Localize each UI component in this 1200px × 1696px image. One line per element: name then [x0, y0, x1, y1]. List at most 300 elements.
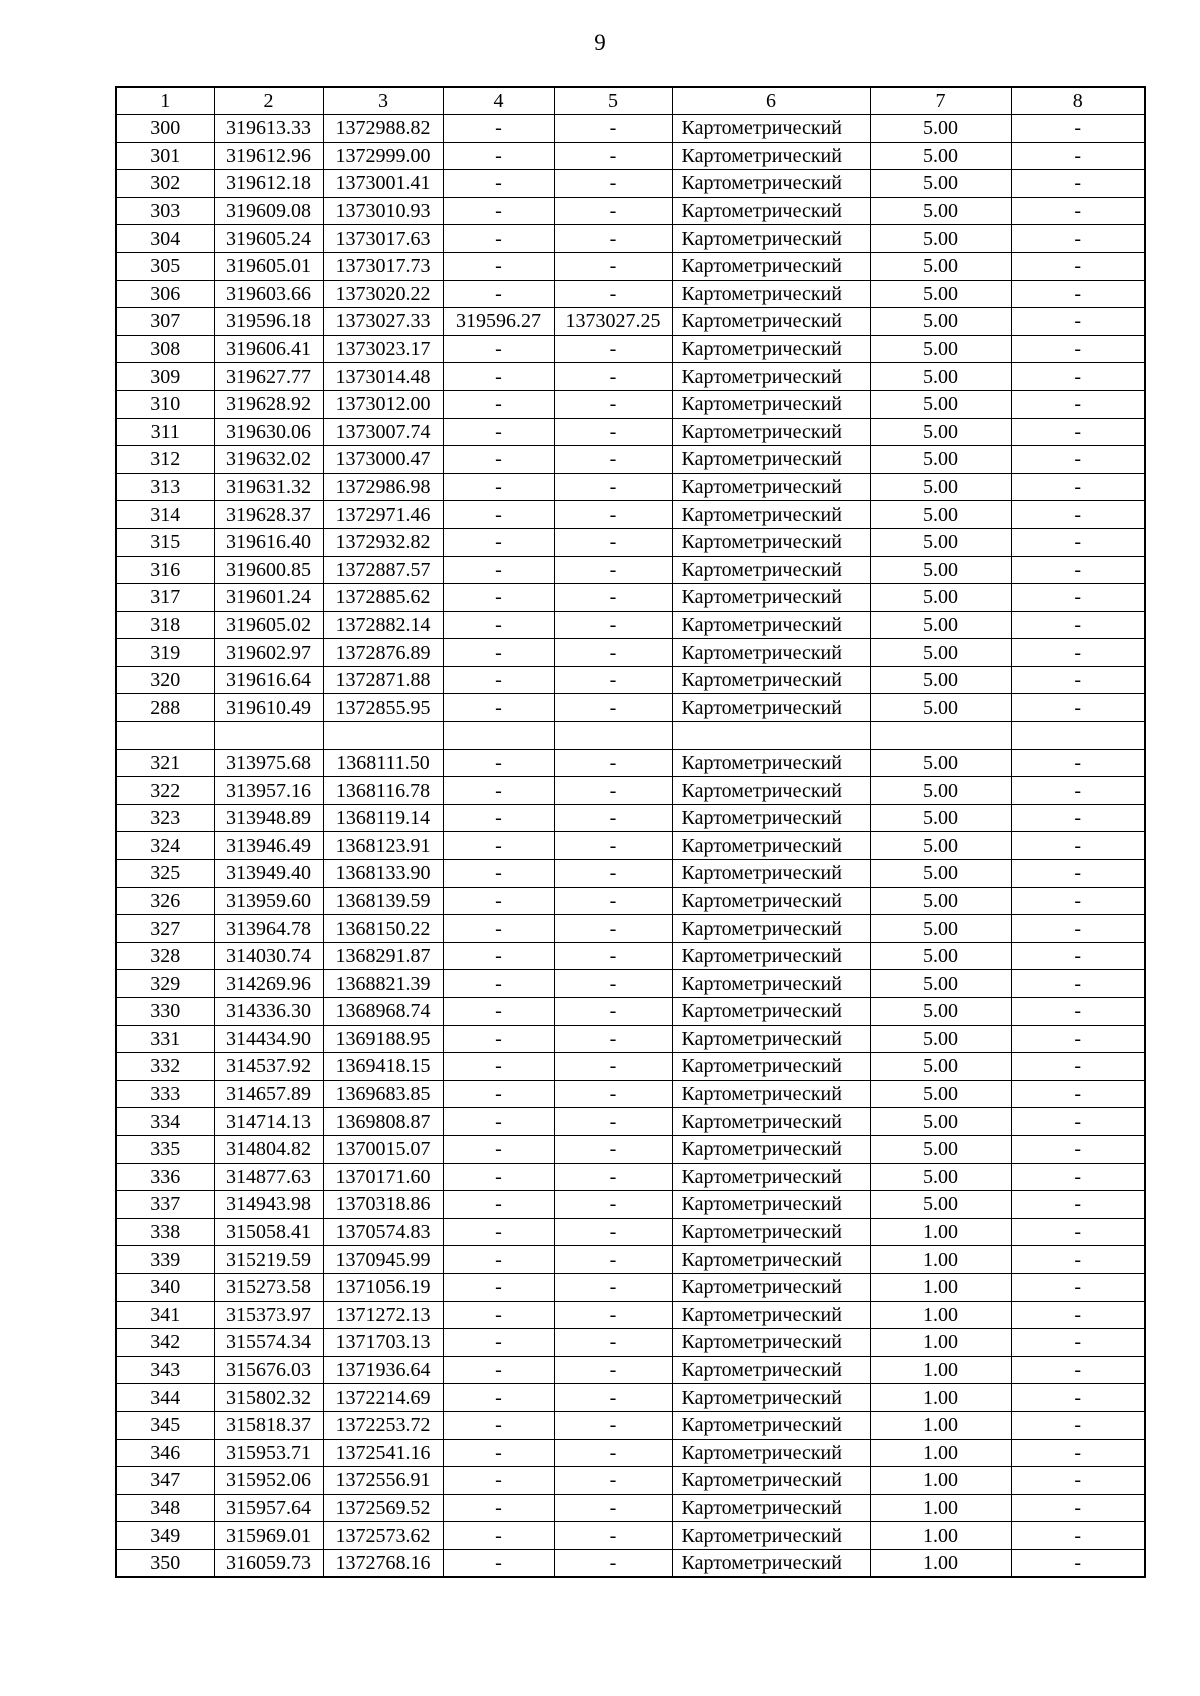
x-new-coordinate-cell: - — [443, 1301, 554, 1329]
y-coordinate-cell: 1368116.78 — [323, 777, 443, 805]
accuracy-cell: 5.00 — [870, 749, 1011, 777]
method-cell: Картометрический — [672, 446, 870, 474]
method-cell: Картометрический — [672, 1329, 870, 1357]
table-row — [116, 666, 1145, 694]
table-row — [116, 1494, 1145, 1522]
note-cell: - — [1011, 804, 1145, 832]
accuracy-cell: 1.00 — [870, 1329, 1011, 1357]
accuracy-cell: 5.00 — [870, 887, 1011, 915]
method-cell: Картометрический — [672, 1411, 870, 1439]
y-new-coordinate-cell: - — [554, 639, 672, 667]
point-number-cell: 346 — [116, 1439, 214, 1467]
note-cell: - — [1011, 1494, 1145, 1522]
table-row — [116, 1549, 1145, 1577]
method-cell: Картометрический — [672, 887, 870, 915]
y-new-coordinate-cell: - — [554, 556, 672, 584]
point-number-cell: 347 — [116, 1467, 214, 1495]
x-new-coordinate-cell: - — [443, 556, 554, 584]
accuracy-cell: 5.00 — [870, 418, 1011, 446]
point-number-cell: 308 — [116, 335, 214, 363]
note-cell: - — [1011, 1108, 1145, 1136]
note-cell: - — [1011, 115, 1145, 143]
accuracy-cell: 1.00 — [870, 1522, 1011, 1550]
header-cell: 6 — [672, 87, 870, 115]
x-new-coordinate-cell: - — [443, 363, 554, 391]
table-row — [116, 804, 1145, 832]
x-coordinate-cell: 319600.85 — [214, 556, 323, 584]
accuracy-cell: 5.00 — [870, 804, 1011, 832]
point-number-cell: 319 — [116, 639, 214, 667]
note-cell: - — [1011, 611, 1145, 639]
x-coordinate-cell: 314877.63 — [214, 1163, 323, 1191]
table-row — [116, 1301, 1145, 1329]
point-number-cell: 340 — [116, 1273, 214, 1301]
y-coordinate-cell: 1368119.14 — [323, 804, 443, 832]
y-new-coordinate-cell: - — [554, 915, 672, 943]
x-coordinate-cell: 313964.78 — [214, 915, 323, 943]
x-new-coordinate-cell: - — [443, 1411, 554, 1439]
y-coordinate-cell: 1370318.86 — [323, 1191, 443, 1219]
y-new-coordinate-cell: - — [554, 1411, 672, 1439]
accuracy-cell: 5.00 — [870, 1080, 1011, 1108]
table-row — [116, 887, 1145, 915]
y-new-coordinate-cell: - — [554, 860, 672, 888]
x-new-coordinate-cell: - — [443, 390, 554, 418]
table-row — [116, 390, 1145, 418]
note-cell: - — [1011, 666, 1145, 694]
y-coordinate-cell: 1368968.74 — [323, 998, 443, 1026]
table-row — [116, 1025, 1145, 1053]
accuracy-cell: 5.00 — [870, 170, 1011, 198]
y-new-coordinate-cell: - — [554, 335, 672, 363]
x-coordinate-cell: 319613.33 — [214, 115, 323, 143]
x-coordinate-cell: 319616.40 — [214, 528, 323, 556]
y-new-coordinate-cell: - — [554, 1494, 672, 1522]
method-cell: Картометрический — [672, 1494, 870, 1522]
y-coordinate-cell: 1370171.60 — [323, 1163, 443, 1191]
y-coordinate-cell: 1372999.00 — [323, 142, 443, 170]
y-new-coordinate-cell: - — [554, 390, 672, 418]
y-new-coordinate-cell: - — [554, 1191, 672, 1219]
y-new-coordinate-cell: - — [554, 225, 672, 253]
y-new-coordinate-cell: - — [554, 1108, 672, 1136]
x-coordinate-cell: 315952.06 — [214, 1467, 323, 1495]
point-number-cell: 334 — [116, 1108, 214, 1136]
note-cell — [1011, 722, 1145, 750]
header-cell: 4 — [443, 87, 554, 115]
note-cell: - — [1011, 446, 1145, 474]
y-new-coordinate-cell: - — [554, 1439, 672, 1467]
x-new-coordinate-cell: - — [443, 501, 554, 529]
y-coordinate-cell: 1372541.16 — [323, 1439, 443, 1467]
method-cell: Картометрический — [672, 1163, 870, 1191]
x-coordinate-cell: 315273.58 — [214, 1273, 323, 1301]
x-new-coordinate-cell: - — [443, 528, 554, 556]
x-coordinate-cell: 313946.49 — [214, 832, 323, 860]
accuracy-cell: 5.00 — [870, 832, 1011, 860]
x-coordinate-cell: 314336.30 — [214, 998, 323, 1026]
y-coordinate-cell: 1370574.83 — [323, 1218, 443, 1246]
x-coordinate-cell: 319605.01 — [214, 252, 323, 280]
header-cell: 1 — [116, 87, 214, 115]
point-number-cell: 309 — [116, 363, 214, 391]
x-new-coordinate-cell: - — [443, 887, 554, 915]
y-new-coordinate-cell: - — [554, 998, 672, 1026]
y-new-coordinate-cell: - — [554, 1080, 672, 1108]
method-cell: Картометрический — [672, 501, 870, 529]
table-row — [116, 998, 1145, 1026]
y-new-coordinate-cell: - — [554, 1301, 672, 1329]
point-number-cell: 339 — [116, 1246, 214, 1274]
y-coordinate-cell: 1368111.50 — [323, 749, 443, 777]
table-row — [116, 749, 1145, 777]
note-cell: - — [1011, 1329, 1145, 1357]
note-cell: - — [1011, 970, 1145, 998]
x-coordinate-cell: 314943.98 — [214, 1191, 323, 1219]
table-row — [116, 473, 1145, 501]
y-new-coordinate-cell: - — [554, 584, 672, 612]
x-new-coordinate-cell: - — [443, 1218, 554, 1246]
header-cell: 5 — [554, 87, 672, 115]
note-cell: - — [1011, 1191, 1145, 1219]
x-new-coordinate-cell: - — [443, 225, 554, 253]
note-cell: - — [1011, 1218, 1145, 1246]
method-cell: Картометрический — [672, 970, 870, 998]
x-new-coordinate-cell: - — [443, 1053, 554, 1081]
note-cell: - — [1011, 1025, 1145, 1053]
y-new-coordinate-cell: - — [554, 142, 672, 170]
note-cell: - — [1011, 1384, 1145, 1412]
point-number-cell: 314 — [116, 501, 214, 529]
accuracy-cell: 1.00 — [870, 1218, 1011, 1246]
x-new-coordinate-cell: - — [443, 1246, 554, 1274]
x-coordinate-cell: 319596.18 — [214, 308, 323, 336]
accuracy-cell: 5.00 — [870, 694, 1011, 722]
table-row — [116, 335, 1145, 363]
method-cell: Картометрический — [672, 1439, 870, 1467]
point-number-cell: 316 — [116, 556, 214, 584]
point-number-cell: 343 — [116, 1356, 214, 1384]
x-coordinate-cell: 315957.64 — [214, 1494, 323, 1522]
x-coordinate-cell: 319603.66 — [214, 280, 323, 308]
x-coordinate-cell: 314030.74 — [214, 942, 323, 970]
x-new-coordinate-cell: - — [443, 915, 554, 943]
header-cell: 3 — [323, 87, 443, 115]
note-cell: - — [1011, 335, 1145, 363]
x-new-coordinate-cell: - — [443, 1025, 554, 1053]
table-row — [116, 942, 1145, 970]
x-coordinate-cell: 315802.32 — [214, 1384, 323, 1412]
header-cell: 8 — [1011, 87, 1145, 115]
y-new-coordinate-cell: - — [554, 1356, 672, 1384]
x-coordinate-cell: 319628.37 — [214, 501, 323, 529]
accuracy-cell: 5.00 — [870, 308, 1011, 336]
y-new-coordinate-cell: - — [554, 611, 672, 639]
x-coordinate-cell: 313949.40 — [214, 860, 323, 888]
y-new-coordinate-cell: - — [554, 832, 672, 860]
point-number-cell: 321 — [116, 749, 214, 777]
y-coordinate-cell: 1372214.69 — [323, 1384, 443, 1412]
y-coordinate-cell: 1373012.00 — [323, 390, 443, 418]
x-new-coordinate-cell: - — [443, 1135, 554, 1163]
point-number-cell: 348 — [116, 1494, 214, 1522]
x-coordinate-cell: 319628.92 — [214, 390, 323, 418]
note-cell: - — [1011, 1411, 1145, 1439]
note-cell: - — [1011, 308, 1145, 336]
y-new-coordinate-cell: - — [554, 1053, 672, 1081]
table-row — [116, 1522, 1145, 1550]
point-number-cell: 337 — [116, 1191, 214, 1219]
table-row — [116, 363, 1145, 391]
y-coordinate-cell: 1372885.62 — [323, 584, 443, 612]
y-coordinate-cell: 1372882.14 — [323, 611, 443, 639]
accuracy-cell: 5.00 — [870, 225, 1011, 253]
x-coordinate-cell: 319612.18 — [214, 170, 323, 198]
x-new-coordinate-cell: - — [443, 1494, 554, 1522]
table-body — [116, 115, 1145, 1578]
page-number: 9 — [594, 30, 606, 55]
x-new-coordinate-cell: - — [443, 335, 554, 363]
point-number-cell: 302 — [116, 170, 214, 198]
point-number-cell: 320 — [116, 666, 214, 694]
note-cell: - — [1011, 1246, 1145, 1274]
table-row — [116, 1108, 1145, 1136]
x-coordinate-cell: 315676.03 — [214, 1356, 323, 1384]
header-cell: 7 — [870, 87, 1011, 115]
x-coordinate-cell: 319601.24 — [214, 584, 323, 612]
table-row — [116, 777, 1145, 805]
y-new-coordinate-cell: - — [554, 887, 672, 915]
note-cell: - — [1011, 1467, 1145, 1495]
point-number-cell: 303 — [116, 197, 214, 225]
table-row — [116, 1329, 1145, 1357]
method-cell: Картометрический — [672, 418, 870, 446]
note-cell: - — [1011, 832, 1145, 860]
y-new-coordinate-cell: - — [554, 1329, 672, 1357]
accuracy-cell: 5.00 — [870, 1108, 1011, 1136]
note-cell: - — [1011, 390, 1145, 418]
x-new-coordinate-cell: - — [443, 584, 554, 612]
accuracy-cell: 5.00 — [870, 197, 1011, 225]
x-coordinate-cell: 319605.24 — [214, 225, 323, 253]
accuracy-cell: 5.00 — [870, 528, 1011, 556]
x-coordinate-cell: 319630.06 — [214, 418, 323, 446]
y-new-coordinate-cell: 1373027.25 — [554, 308, 672, 336]
note-cell: - — [1011, 998, 1145, 1026]
note-cell: - — [1011, 501, 1145, 529]
y-coordinate-cell: 1368291.87 — [323, 942, 443, 970]
x-new-coordinate-cell: - — [443, 1273, 554, 1301]
x-new-coordinate-cell: - — [443, 1080, 554, 1108]
point-number-cell: 344 — [116, 1384, 214, 1412]
x-coordinate-cell: 314537.92 — [214, 1053, 323, 1081]
accuracy-cell: 1.00 — [870, 1549, 1011, 1577]
y-new-coordinate-cell: - — [554, 115, 672, 143]
point-number-cell: 333 — [116, 1080, 214, 1108]
accuracy-cell: 5.00 — [870, 473, 1011, 501]
table-row — [116, 170, 1145, 198]
point-number-cell: 327 — [116, 915, 214, 943]
method-cell: Картометрический — [672, 1549, 870, 1577]
x-coordinate-cell: 314804.82 — [214, 1135, 323, 1163]
point-number-cell: 311 — [116, 418, 214, 446]
method-cell: Картометрический — [672, 1384, 870, 1412]
y-coordinate-cell: 1372253.72 — [323, 1411, 443, 1439]
point-number-cell: 349 — [116, 1522, 214, 1550]
y-new-coordinate-cell: - — [554, 1135, 672, 1163]
table-row — [116, 115, 1145, 143]
x-coordinate-cell: 315953.71 — [214, 1439, 323, 1467]
x-new-coordinate-cell: - — [443, 142, 554, 170]
note-cell: - — [1011, 1439, 1145, 1467]
method-cell: Картометрический — [672, 363, 870, 391]
x-new-coordinate-cell: - — [443, 115, 554, 143]
y-coordinate-cell: 1372855.95 — [323, 694, 443, 722]
accuracy-cell: 5.00 — [870, 556, 1011, 584]
y-coordinate-cell: 1369418.15 — [323, 1053, 443, 1081]
table-row — [116, 1467, 1145, 1495]
note-cell: - — [1011, 1522, 1145, 1550]
method-cell: Картометрический — [672, 308, 870, 336]
point-number-cell: 331 — [116, 1025, 214, 1053]
x-coordinate-cell: 314657.89 — [214, 1080, 323, 1108]
accuracy-cell: 5.00 — [870, 501, 1011, 529]
y-coordinate-cell: 1372556.91 — [323, 1467, 443, 1495]
method-cell: Картометрический — [672, 115, 870, 143]
accuracy-cell — [870, 722, 1011, 750]
table-header-row — [116, 87, 1145, 115]
y-coordinate-cell: 1371936.64 — [323, 1356, 443, 1384]
table-row — [116, 280, 1145, 308]
x-new-coordinate-cell: - — [443, 1108, 554, 1136]
accuracy-cell: 1.00 — [870, 1301, 1011, 1329]
y-coordinate-cell: 1372986.98 — [323, 473, 443, 501]
y-new-coordinate-cell: - — [554, 942, 672, 970]
accuracy-cell: 1.00 — [870, 1273, 1011, 1301]
y-coordinate-cell: 1371272.13 — [323, 1301, 443, 1329]
y-coordinate-cell: 1373010.93 — [323, 197, 443, 225]
table-row — [116, 1273, 1145, 1301]
accuracy-cell: 1.00 — [870, 1439, 1011, 1467]
x-new-coordinate-cell: - — [443, 1329, 554, 1357]
x-new-coordinate-cell: - — [443, 777, 554, 805]
method-cell: Картометрический — [672, 749, 870, 777]
x-coordinate-cell: 313948.89 — [214, 804, 323, 832]
x-new-coordinate-cell: - — [443, 1439, 554, 1467]
y-new-coordinate-cell: - — [554, 694, 672, 722]
method-cell: Картометрический — [672, 1080, 870, 1108]
y-coordinate-cell: 1369808.87 — [323, 1108, 443, 1136]
method-cell: Картометрический — [672, 998, 870, 1026]
y-coordinate-cell: 1373027.33 — [323, 308, 443, 336]
point-number-cell: 328 — [116, 942, 214, 970]
accuracy-cell: 5.00 — [870, 335, 1011, 363]
table-row — [116, 832, 1145, 860]
y-coordinate-cell: 1369683.85 — [323, 1080, 443, 1108]
accuracy-cell: 1.00 — [870, 1356, 1011, 1384]
method-cell — [672, 722, 870, 750]
table-row — [116, 694, 1145, 722]
x-new-coordinate-cell: - — [443, 1522, 554, 1550]
y-new-coordinate-cell: - — [554, 418, 672, 446]
note-cell: - — [1011, 363, 1145, 391]
x-coordinate-cell: 313957.16 — [214, 777, 323, 805]
method-cell: Картометрический — [672, 1108, 870, 1136]
y-new-coordinate-cell: - — [554, 501, 672, 529]
y-coordinate-cell: 1370015.07 — [323, 1135, 443, 1163]
x-coordinate-cell: 313959.60 — [214, 887, 323, 915]
accuracy-cell: 5.00 — [870, 446, 1011, 474]
method-cell: Картометрический — [672, 197, 870, 225]
x-new-coordinate-cell: - — [443, 942, 554, 970]
note-cell: - — [1011, 170, 1145, 198]
y-coordinate-cell: 1372768.16 — [323, 1549, 443, 1577]
method-cell: Картометрический — [672, 1191, 870, 1219]
table-row — [116, 1246, 1145, 1274]
y-new-coordinate-cell: - — [554, 804, 672, 832]
accuracy-cell: 1.00 — [870, 1384, 1011, 1412]
y-coordinate-cell: 1369188.95 — [323, 1025, 443, 1053]
x-new-coordinate-cell: - — [443, 197, 554, 225]
x-coordinate-cell: 319632.02 — [214, 446, 323, 474]
x-coordinate-cell: 314714.13 — [214, 1108, 323, 1136]
x-new-coordinate-cell: - — [443, 280, 554, 308]
method-cell: Картометрический — [672, 1467, 870, 1495]
note-cell: - — [1011, 887, 1145, 915]
x-new-coordinate-cell: - — [443, 418, 554, 446]
x-coordinate-cell: 315058.41 — [214, 1218, 323, 1246]
method-cell: Картометрический — [672, 804, 870, 832]
method-cell: Картометрический — [672, 777, 870, 805]
point-number-cell: 315 — [116, 528, 214, 556]
point-number-cell: 288 — [116, 694, 214, 722]
x-new-coordinate-cell: - — [443, 473, 554, 501]
table-row — [116, 528, 1145, 556]
x-new-coordinate-cell: 319596.27 — [443, 308, 554, 336]
note-cell: - — [1011, 639, 1145, 667]
method-cell: Картометрический — [672, 225, 870, 253]
point-number-cell: 307 — [116, 308, 214, 336]
note-cell: - — [1011, 280, 1145, 308]
point-number-cell: 313 — [116, 473, 214, 501]
method-cell: Картометрический — [672, 1025, 870, 1053]
accuracy-cell: 5.00 — [870, 666, 1011, 694]
header-cell: 2 — [214, 87, 323, 115]
point-number-cell: 323 — [116, 804, 214, 832]
table-row — [116, 584, 1145, 612]
method-cell: Картометрический — [672, 1053, 870, 1081]
method-cell: Картометрический — [672, 942, 870, 970]
method-cell: Картометрический — [672, 611, 870, 639]
x-coordinate-cell: 315818.37 — [214, 1411, 323, 1439]
x-new-coordinate-cell: - — [443, 1467, 554, 1495]
table-row — [116, 970, 1145, 998]
table-row — [116, 1163, 1145, 1191]
point-number-cell: 342 — [116, 1329, 214, 1357]
x-new-coordinate-cell: - — [443, 804, 554, 832]
note-cell: - — [1011, 528, 1145, 556]
point-number-cell: 322 — [116, 777, 214, 805]
method-cell: Картометрический — [672, 666, 870, 694]
accuracy-cell: 5.00 — [870, 115, 1011, 143]
y-coordinate-cell: 1372887.57 — [323, 556, 443, 584]
x-coordinate-cell: 319606.41 — [214, 335, 323, 363]
method-cell: Картометрический — [672, 390, 870, 418]
table-row — [116, 1191, 1145, 1219]
x-coordinate-cell: 319610.49 — [214, 694, 323, 722]
point-number-cell: 330 — [116, 998, 214, 1026]
x-new-coordinate-cell: - — [443, 832, 554, 860]
